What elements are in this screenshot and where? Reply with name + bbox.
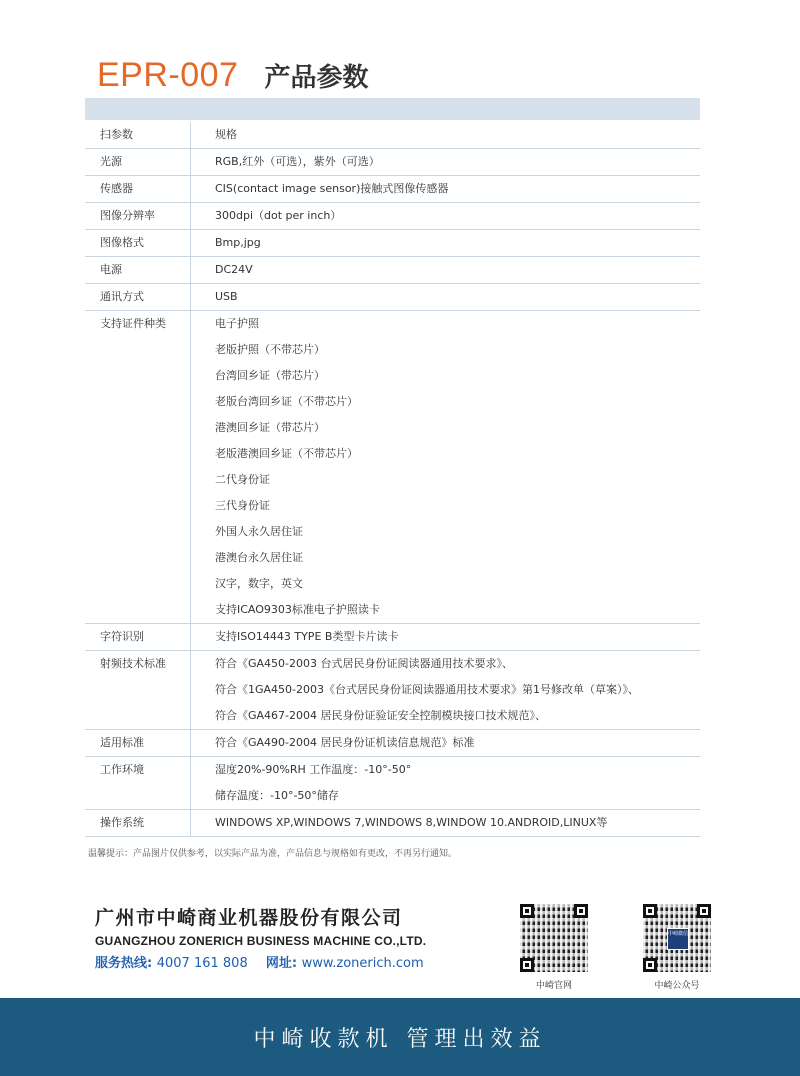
spec-value: 老版护照（不带芯片） <box>215 343 325 356</box>
spec-value: 电子护照 <box>215 317 259 330</box>
spec-key-cell <box>85 257 191 283</box>
website-label: 网址: <box>265 956 298 971</box>
hotline-label: 服务热线: <box>95 956 153 971</box>
spec-key: 支持证件种类 <box>100 317 166 330</box>
spec-value-cell <box>191 230 700 256</box>
spec-value-cell <box>191 810 700 836</box>
header-band <box>85 98 700 120</box>
spec-value: 湿度20%-90%RH 工作温度：-10°-50° <box>215 763 412 776</box>
hotline-number[interactable]: 4007 161 808 <box>156 956 248 971</box>
spec-value-cell <box>191 149 700 175</box>
spec-value-cell <box>191 122 700 148</box>
spec-key: 图像格式 <box>100 236 144 249</box>
footer-banner <box>0 998 800 1076</box>
spec-row <box>85 122 700 149</box>
spec-value-cell <box>191 311 700 623</box>
company-info <box>95 903 426 971</box>
spec-row <box>85 230 700 257</box>
spec-key-cell <box>85 651 191 729</box>
spec-value: Bmp,jpg <box>215 236 261 249</box>
spec-value: 港澳回乡证（带芯片） <box>215 421 325 434</box>
spec-value: 台湾回乡证（带芯片） <box>215 369 325 382</box>
spec-value: 支持ICAO9303标准电子护照读卡 <box>215 603 380 616</box>
qr-code-icon <box>641 902 713 974</box>
spec-value: RGB,红外（可选），紫外（可选） <box>215 155 380 168</box>
model-number: EPR-007 <box>97 56 239 94</box>
spec-key-cell <box>85 203 191 229</box>
spec-row <box>85 257 700 284</box>
spec-key-cell <box>85 122 191 148</box>
website-link[interactable]: www.zonerich.com <box>301 956 424 971</box>
spec-value-cell <box>191 757 700 809</box>
spec-row <box>85 149 700 176</box>
spec-key: 字符识别 <box>100 630 144 643</box>
spec-key-cell <box>85 284 191 310</box>
spec-key: 通讯方式 <box>100 290 144 303</box>
qr-wechat-account[interactable] <box>641 902 713 991</box>
title-label: 产品参数 <box>264 63 369 93</box>
spec-row <box>85 757 700 810</box>
spec-row <box>85 810 700 837</box>
spec-value: 外国人永久居住证 <box>215 525 303 538</box>
spec-row <box>85 311 700 624</box>
spec-value: 老版港澳回乡证（不带芯片） <box>215 447 358 460</box>
spec-key-cell <box>85 757 191 809</box>
spec-row <box>85 651 700 730</box>
spec-key: 扫参数 <box>100 128 133 141</box>
spec-value: 储存温度：-10°-50°储存 <box>215 789 339 802</box>
company-name-en: GUANGZHOU ZONERICH BUSINESS MACHINE CO.,LTD. <box>95 934 427 948</box>
qr-code-icon <box>518 902 590 974</box>
spec-value: WINDOWS XP,WINDOWS 7,WINDOWS 8,WINDOW 10.ANDROID,LINUX等 <box>215 816 608 829</box>
footer-slogan: 中崎收款机 管理出效益 <box>253 1026 547 1052</box>
spec-value: 符合《1GA450-2003《台式居民身份证阅读器通用技术要求》第1号修改单（草案）》、 <box>215 683 640 696</box>
spec-key-cell <box>85 810 191 836</box>
spec-value: CIS(contact image sensor)接触式图像传感器 <box>215 182 449 195</box>
spec-key: 工作环境 <box>100 763 144 776</box>
spec-value: 300dpi（dot per inch） <box>215 209 342 222</box>
qr-caption: 中崎官网 <box>535 981 572 991</box>
spec-value: 汉字，数字，英文 <box>215 577 303 590</box>
disclaimer-note: 温馨提示：产品图片仅供参考，以实际产品为准，产品信息与规格如有更改，不再另行通知。 <box>88 849 458 859</box>
spec-key: 图像分辨率 <box>100 209 155 222</box>
spec-value-cell <box>191 730 700 756</box>
page-title <box>97 56 368 100</box>
spec-row <box>85 176 700 203</box>
spec-value: 符合《GA467-2004 居民身份证验证安全控制模块接口技术规范》、 <box>215 709 547 722</box>
spec-key-cell <box>85 624 191 650</box>
spec-value: 符合《GA490-2004 居民身份证机读信息规范》标准 <box>215 736 475 749</box>
spec-row <box>85 203 700 230</box>
spec-value-cell <box>191 257 700 283</box>
spec-key-cell <box>85 176 191 202</box>
company-name-cn: 广州市中崎商业机器股份有限公司 <box>95 907 403 929</box>
spec-row <box>85 730 700 757</box>
spec-value: 三代身份证 <box>215 499 270 512</box>
spec-value: 港澳台永久居住证 <box>215 551 303 564</box>
spec-row <box>85 624 700 651</box>
spec-key: 传感器 <box>100 182 133 195</box>
spec-value: 二代身份证 <box>215 473 270 486</box>
spec-key-cell <box>85 149 191 175</box>
spec-value: 老版台湾回乡证（不带芯片） <box>215 395 358 408</box>
qr-official-site[interactable] <box>518 902 590 991</box>
spec-value: 规格 <box>215 128 237 141</box>
spec-key: 适用标准 <box>100 736 144 749</box>
spec-key-cell <box>85 311 191 623</box>
spec-value: USB <box>215 290 238 303</box>
spec-value: 支持ISO14443 TYPE B类型卡片读卡 <box>215 630 399 643</box>
spec-table <box>85 122 700 837</box>
spec-key: 射频技术标准 <box>100 657 166 670</box>
spec-key: 电源 <box>100 263 122 276</box>
contact-line <box>95 952 426 971</box>
spec-row <box>85 284 700 311</box>
spec-value-cell <box>191 284 700 310</box>
spec-value: 符合《GA450-2003 台式居民身份证阅读器通用技术要求》、 <box>215 657 514 670</box>
spec-value-cell <box>191 203 700 229</box>
spec-value-cell <box>191 624 700 650</box>
qr-caption: 中崎公众号 <box>654 981 700 991</box>
spec-key-cell <box>85 230 191 256</box>
spec-key: 光源 <box>100 155 122 168</box>
spec-value: DC24V <box>215 263 253 276</box>
spec-value-cell <box>191 651 700 729</box>
wechat-logo: 中崎微信 <box>667 928 689 950</box>
spec-key-cell <box>85 730 191 756</box>
spec-key: 操作系统 <box>100 816 144 829</box>
spec-value-cell <box>191 176 700 202</box>
